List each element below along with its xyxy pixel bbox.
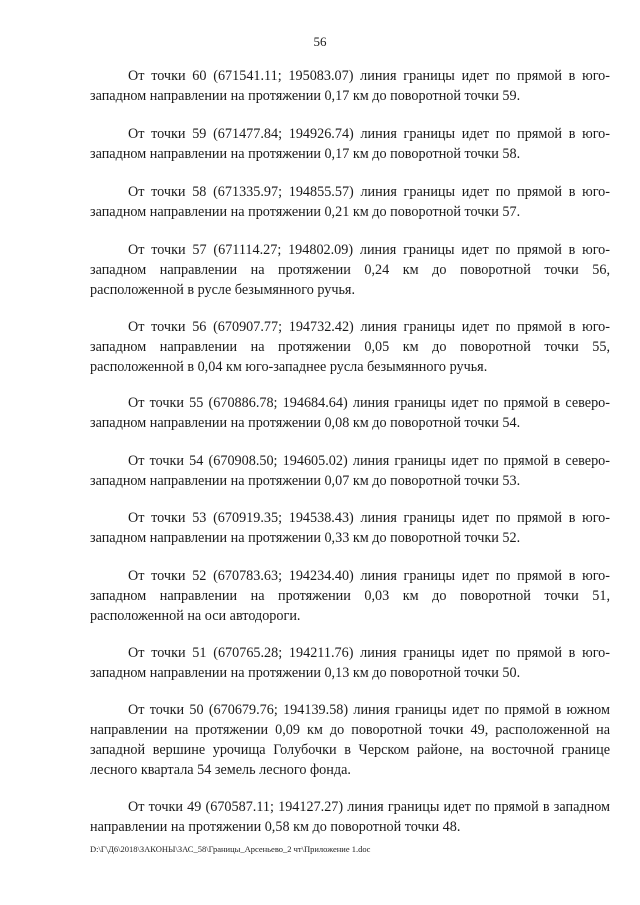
paragraph-point-59: От точки 59 (671477.84; 194926.74) линия границы идет по прямой в юго-западном направлении на протяжении 0,17 км до поворотной точки 58. [90,126,610,162]
paragraph-point-49: От точки 49 (670587.11; 194127.27) линия границы идет по прямой в западном направлении на протяжении 0,58 км до поворотной точки 48. [90,799,610,835]
page-number: 56 [313,34,327,49]
paragraph-point-58: От точки 58 (671335.97; 194855.57) линия границы идет по прямой в юго-западном направлении на протяжении 0,21 км до поворотной точки 57. [90,184,610,220]
paragraph-point-55: От точки 55 (670886.78; 194684.64) линия границы идет по прямой в северо-западном направлении на протяжении 0,08 км до поворотной точки 54. [90,395,610,431]
paragraph-point-50: От точки 50 (670679.76; 194139.58) линия границы идет по прямой в южном направлении на протяжении 0,09 км до поворотной точки 49, расположенной на западной вершине урочища Голубочки в Черском районе, на восточной границе лесного квартала 54 земель лесного фонда. [90,702,610,778]
paragraph-point-60: От точки 60 (671541.11; 195083.07) линия границы идет по прямой в юго-западном направлении на протяжении 0,17 км до поворотной точки 59. [90,68,610,104]
paragraph-point-56: От точки 56 (670907.77; 194732.42) линия границы идет по прямой в юго-западном направлении на протяжении 0,05 км до поворотной точки 55, расположенной в 0,04 км юго-западнее русла безымянного ручья. [90,319,610,375]
paragraph-point-51: От точки 51 (670765.28; 194211.76) линия границы идет по прямой в юго-западном направлении на протяжении 0,13 км до поворотной точки 50. [90,645,610,681]
paragraph-point-52: От точки 52 (670783.63; 194234.40) линия границы идет по прямой в юго-западном направлении на протяжении 0,03 км до поворотной точки 51, расположенной на оси автодороги. [90,568,610,624]
footer-file-path: D:\Г\Д6\2018\ЗАКОНЫ\ЗАС_58\Границы_Арсеньево_2 чт\Приложение 1.doc [90,844,371,854]
paragraph-point-54: От точки 54 (670908.50; 194605.02) линия границы идет по прямой в северо-западном направлении на протяжении 0,07 км до поворотной точки 53. [90,453,610,489]
paragraph-point-57: От точки 57 (671114.27; 194802.09) линия границы идет по прямой в юго-западном направлении на протяжении 0,24 км до поворотной точки 56, расположенной в русле безымянного ручья. [90,242,610,298]
paragraph-point-53: От точки 53 (670919.35; 194538.43) линия границы идет по прямой в юго-западном направлении на протяжении 0,33 км до поворотной точки 52. [90,510,610,546]
